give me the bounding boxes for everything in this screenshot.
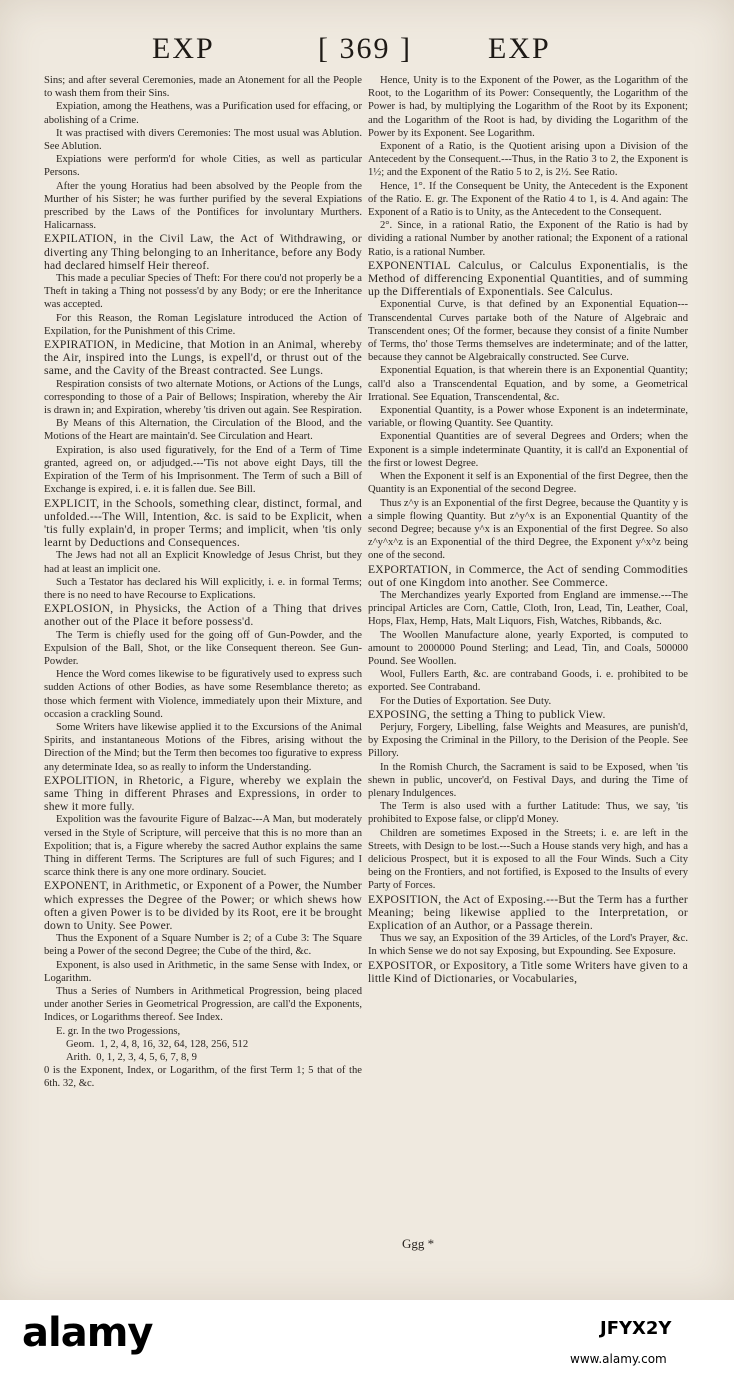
paragraph: After the young Horatius had been absolved by the People from the Murther of his Sister; he was further purified by the several Expiations prescribed by the Laws of the Pontifices for involuntary Murthers. Halicarnass. [44,180,362,232]
paragraph: Exponential Curve, is that defined by an Exponential Equation---Transcendental Curves partake both of the Nature of Algebraic and Transcendent ones; Of the former, because they consist of a finite Number of Terms, tho' those Terms themselves are indeterminate; and of the latter, because they cannot be Algebraically constructed. See Curve. [368,299,688,364]
paragraph: Respiration consists of two alternate Motions, or Actions of the Lungs, corresponding to those of a Pair of Bellows; Inspiration, whereby the Air is drawn in; and Expiration, whereby 'tis driven out again. See Respiration. [44,378,362,417]
page-header [0,32,734,72]
paragraph: It was practised with divers Ceremonies: The most usual was Ablution. See Ablution. [44,127,362,153]
paragraph: In the Romish Church, the Sacrament is said to be Exposed, when 'tis shewn in public, uncover'd, on Festival Days, and during the Time of plenary Indulgences. [368,761,688,799]
paragraph: Exponential Quantity, is a Power whose Exponent is an indeterminate, variable, or flowing Quantity. See Quantity. [368,405,688,430]
paragraph: Hence, 1°. If the Consequent be Unity, the Antecedent is the Exponent of the Ratio. E. gr. The Exponent of the Ratio 4 to 1, is 4. And again: The Exponent of a Ratio is to Unity, as the Antecedent to the Consequent. [368,180,688,219]
paragraph: The Term is chiefly used for the going off of Gun-Powder, and the Expulsion of the Ball, Shot, or the like Consequent thereon. See Gun-Powder. [44,629,362,667]
paragraph: By Means of this Alternation, the Circulation of the Blood, and the Motions of the Heart are maintain'd. See Circulation and Heart. [44,418,362,443]
watermark-logo: alamy [22,1310,153,1356]
entry-expolition: EXPOLITION, in Rhetoric, a Figure, whereby we explain the same Thing in different Phrases and Expressions, in order to shew it more fully. [44,773,362,814]
watermark-url: www.alamy.com [570,1352,667,1366]
paragraph: This made a peculiar Species of Theft: For there cou'd not properly be a Theft in taking a Thing not possess'd by any Body; or ere the Inheritance was accepted. [44,273,362,311]
paragraph: For this Reason, the Roman Legislature introduced the Action of Expilation, for the Punishment of this Crime. [44,312,362,337]
entry-expilation: EXPILATION, in the Civil Law, the Act of Withdrawing, or diverting any Thing belonging to an Inheritance, before any Body had declared himself Heir thereof. [44,232,362,272]
paragraph: Thus a Series of Numbers in Arithmetical Progression, being placed under another Series in Geometrical Progression, are call'd the Exponents, Indices, or Logarithms thereof. See Index. [44,986,362,1024]
running-head-right: EXP [488,32,551,65]
entry-exponential: EXPONENTIAL Calculus, or Calculus Exponentialis, is the Method of differencing Exponential Quantities, and of summing up the Differentials of Exponentials. See Calculus. [368,258,688,299]
paragraph: Exponential Quantities are of several Degrees and Orders; when the Exponent is a simple indeterminate Quantity, it is call'd an Exponential of the first or lowest Degree. [368,431,688,469]
paragraph: The Jews had not all an Explicit Knowledge of Jesus Christ, but they had at least an implicit one. [44,550,362,575]
paragraph: Thus the Exponent of a Square Number is 2; of a Cube 3: The Square being a Power of the second Degree; the Cube of the third, &c. [44,933,362,958]
paragraph: 2°. Since, in a rational Ratio, the Exponent of the Ratio is had by dividing a rational Number by another rational; the Exponent of a rational Ratio, is a rational Number. [368,220,688,258]
paragraph: Hence, Unity is to the Exponent of the Power, as the Logarithm of the Root, to the Logarithm of its Power: Consequently, the Logarithm of the Power is had, by multiplying the Logarithm of the Root by its Exponent; and the Logarithm of the Root is had, by dividing the Logarithm of the Power by its Exponent. See Logarithm. [368,75,688,139]
paragraph: Exponent, is also used in Arithmetic, in the same Sense with Index, or Logarithm. [44,959,362,984]
paragraph: Wool, Fullers Earth, &c. are contraband Goods, i. e. prohibited to be exported. See Contraband. [368,669,688,694]
paragraph: Perjury, Forgery, Libelling, false Weights and Measures, are punish'd, by Exposing the Criminal in the Pillory, to the Derision of the People. See Pillory. [368,721,688,760]
entry-explosion: EXPLOSION, in Physicks, the Action of a Thing that drives another out of the Place it before possess'd. [44,602,362,629]
paragraph: Expolition was the favourite Figure of Balzac---A Man, but moderately versed in the Style of Scripture, will perceive that this is no more than an Expolition; that is, a Figure whereby the sacred Author explains the same Thing in different Terms. The Scriptures are full of such Figures; and I scarce think there is any one more ordinary. Souciet. [44,814,362,879]
entry-expositor: EXPOSITOR, or Expository, a Title some Writers have given to a little Kind of Dictionaries, or Vocabularies, [368,958,688,985]
page-number: [ 369 ] [318,32,412,65]
paragraph: Expiations were perform'd for whole Cities, as well as particular Persons. [44,154,362,179]
paragraph: Some Writers have likewise applied it to the Excursions of the Animal Spirits, and instantaneous Motions of the Fibres, arising without the Direction of the Mind; but the Term then becomes too figurative to express any determinate Idea, so as really to inform the Understanding. [44,721,362,773]
paragraph: Such a Testator has declared his Will explicitly, i. e. in formal Terms; there is no need to have Recourse to Explications. [44,576,362,601]
paragraph: Thus we say, an Exposition of the 39 Articles, of the Lord's Prayer, &c. In which Sense we do not say Exposing, but Expounding. See Exposure. [368,933,688,958]
signature-mark: Ggg * [402,1236,435,1251]
entry-explicit: EXPLICIT, in the Schools, something clear, distinct, formal, and unfolded.---The Will, Intention, &c. is said to be Explicit, when 'tis fully explain'd, in proper Terms; and implicit, when 'tis only learnt by Deductions and Consequences. [44,496,362,550]
geom-progression: Geom. 1, 2, 4, 8, 16, 32, 64, 128, 256, 512 [66,1038,249,1050]
watermark-image-id: JFYX2Y [600,1318,672,1339]
entry-exposing: EXPOSING, the setting a Thing to publick View. [368,707,606,721]
paragraph: E. gr. In the two Progessions, [56,1025,181,1037]
right-column [368,74,688,985]
entry-exponent: EXPONENT, in Arithmetic, or Exponent of a Power, the Number which expresses the Degree of the Power; or which shews how often a given Power is to be divided by its Root, ere it be brought down to Unity. See Power. [44,879,362,932]
paragraph: The Term is also used with a further Latitude: Thus, we say, 'tis prohibited to Expose false, or clipp'd Money. [368,801,688,826]
arith-progression: Arith. 0, 1, 2, 3, 4, 5, 6, 7, 8, 9 [66,1052,197,1064]
paragraph: The Merchandizes yearly Exported from England are immense.---The principal Articles are Corn, Cattle, Cloth, Iron, Lead, Tin, Leather, Coal, Hops, Flax, Hemp, Hats, Malt Liquors, Fish, Watches, Ribbands, &c. [368,589,688,628]
paragraph: Children are sometimes Exposed in the Streets; i. e. are left in the Streets, with Design to be lost.---Such a House stands very high, and has a delicious Prospect, but it is exposed to all the Four Winds. Such a City being on the Frontiers, and not fortified, is Exposed to the Insults of every Party of Forces. [368,827,688,892]
paragraph: For the Duties of Exportation. See Duty. [380,695,552,707]
running-head-left: EXP [152,32,215,65]
paragraph: Sins; and after several Ceremonies, made an Atonement for all the People to wash them from their Sins. [44,75,362,100]
paragraph: Expiation, among the Heathens, was a Purification used for effacing, or abolishing of a Crime. [44,101,362,126]
paragraph: Exponent of a Ratio, is the Quotient arising upon a Division of the Antecedent by the Consequent.---Thus, in the Ratio 3 to 2, the Exponent is 1½; and the Exponent of the Ratio 5 to 2, is 2½. See Ratio. [368,141,688,179]
paragraph: Thus z^y is an Exponential of the first Degree, because the Quantity y is a simple flowing Quantity. But z^y^x is an Exponential Quantity of the second Degree; because y^x is an Exponential of the first Degree. So also z^y^x^z is an Exponential of the third Degree, the Exponent y^x^z being one of the second. [368,497,688,562]
entry-exportation: EXPORTATION, in Commerce, the Act of sending Commodities out of one Kingdom into another. See Commerce. [368,562,688,589]
paragraph: 0 is the Exponent, Index, or Logarithm, of the first Term 1; 5 that of the 6th. 32, &c. [44,1065,362,1090]
paragraph: Exponential Equation, is that wherein there is an Exponential Quantity; call'd also a Transcendental Equation, and by some, a Geometrical Irrational. See Equation, Transcendental, &c. [368,365,688,403]
paragraph: The Woollen Manufacture alone, yearly Exported, is computed to amount to 2000000 Pound Sterling; and Lead, Tin, and Coals, 500000 Pound. See Woollen. [368,629,688,667]
paragraph: Hence the Word comes likewise to be figuratively used to express such sudden Actions of other Bodies, as have some Resemblance thereto; as those which ferment with Violence, immediately upon their Mixture, and occasion a crackling Sound. [44,669,362,720]
entry-exposition: EXPOSITION, the Act of Exposing.---But the Term has a further Meaning; being likewise applied to the Interpretation, or Explication of an Author, or a Passage therein. [368,892,688,932]
paragraph: When the Exponent it self is an Exponential of the first Degree, then the Quantity is an Exponential of the second Degree. [368,471,688,496]
left-column [44,74,362,1091]
entry-expiration: EXPIRATION, in Medicine, that Motion in an Animal, whereby the Air, inspired into the Lungs, is expell'd, or thrust out of the same, and the Cavity of the Breast contracted. See Lungs. [44,338,362,378]
paragraph: Expiration, is also used figuratively, for the End of a Term of Time granted, agreed on, or adjudged.---'Tis not above eight Days, till the Expiration of the Term of his Imprisonment. The Term of such a Bill of Exchange is expired, i. e. it is fallen due. See Bill. [44,444,362,496]
